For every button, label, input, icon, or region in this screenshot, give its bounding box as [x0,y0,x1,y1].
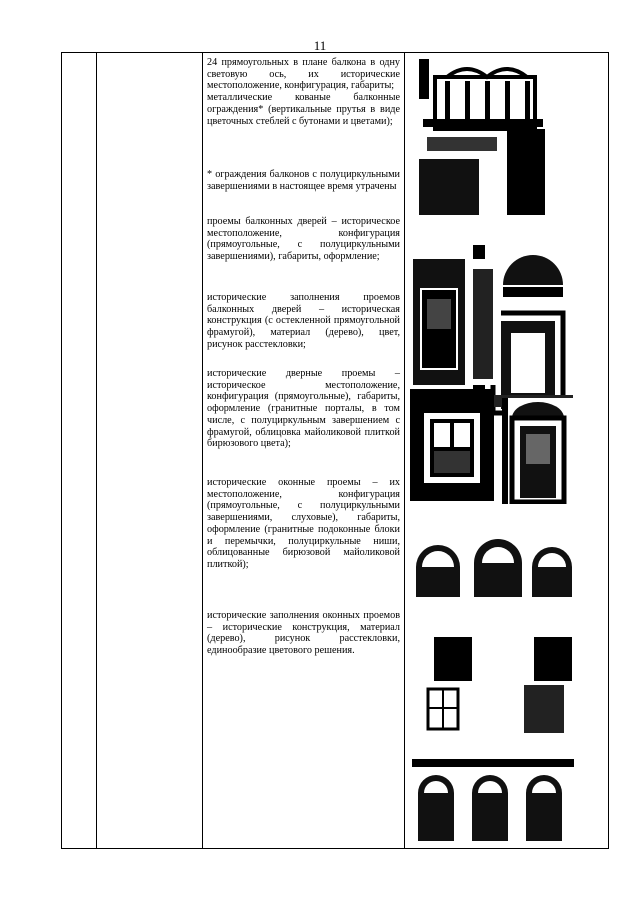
text-block-balconies [207,57,400,127]
paragraph-footnote: * ограждения балконов с полуциркульными завершениями в настоящее время утрачены [207,169,400,192]
photo-arched-windows-row [412,537,574,601]
photo-portal-door [502,398,574,504]
text-block-balcony-doors [207,216,400,263]
text-block-balcony-fillings [207,292,400,351]
paragraph-balcony-door-openings: проемы балконных дверей – историческое местоположение, конфигурация (прямоугольные, с полуциркульными завершениями), габариты, оформление; [207,216,400,263]
photo-rectangular-windows [424,609,574,735]
photo-window-dark [410,389,494,501]
paragraph-window-openings: исторические оконные проемы – их местоположение, конфигурация (прямоугольные, с полуциркульными завершениями, слуховые), габариты, оформление (гранитные подоконные блоки и перемычки, полуциркульные ниши, облицованные бирюзовой майоликовой плиткой); [207,477,400,570]
paragraph-window-fillings: исторические заполнения оконных проемов – исторические конструкция, материал (дерево), рисунок расстекловки, единообразие цветового решения. [207,610,400,657]
paragraph-balcony-railings: металлические кованые балконные ограждения* (вертикальные прутья в виде цветочных стеблей с бутонами и цветами); [207,92,400,127]
paragraph-door-openings: исторические дверные проемы – историческое местоположение, конфигурация (прямоугольные), габариты, оформление (гранитные порталы, в том числе, с полуциркульным завершением с фрамугой, облицовка майоликовой плиткой бирюзового цвета); [207,368,400,450]
text-block-window-fillings [207,610,400,657]
attributes-table [61,52,609,849]
text-block-footnote [207,169,400,192]
paragraph-balconies: 24 прямоугольных в плане балкона в одну световую ось, их исторические местоположение, конфигурация, габариты; [207,57,400,92]
paragraph-balcony-door-fillings: исторические заполнения проемов балконных дверей – историческая конструкция (с остекленной прямоугольной фрамугой), материал (дерево), цвет, рисунок расстекловки; [207,292,400,350]
text-block-windows [207,477,400,571]
page-number: 11 [313,38,327,53]
column-divider [404,53,405,848]
column-divider [96,53,97,848]
photo-balcony-railing [417,59,545,215]
photo-door-opening [413,259,501,385]
text-block-doors [207,368,400,450]
column-divider [202,53,203,848]
photo-arched-windows-facade [412,759,574,845]
